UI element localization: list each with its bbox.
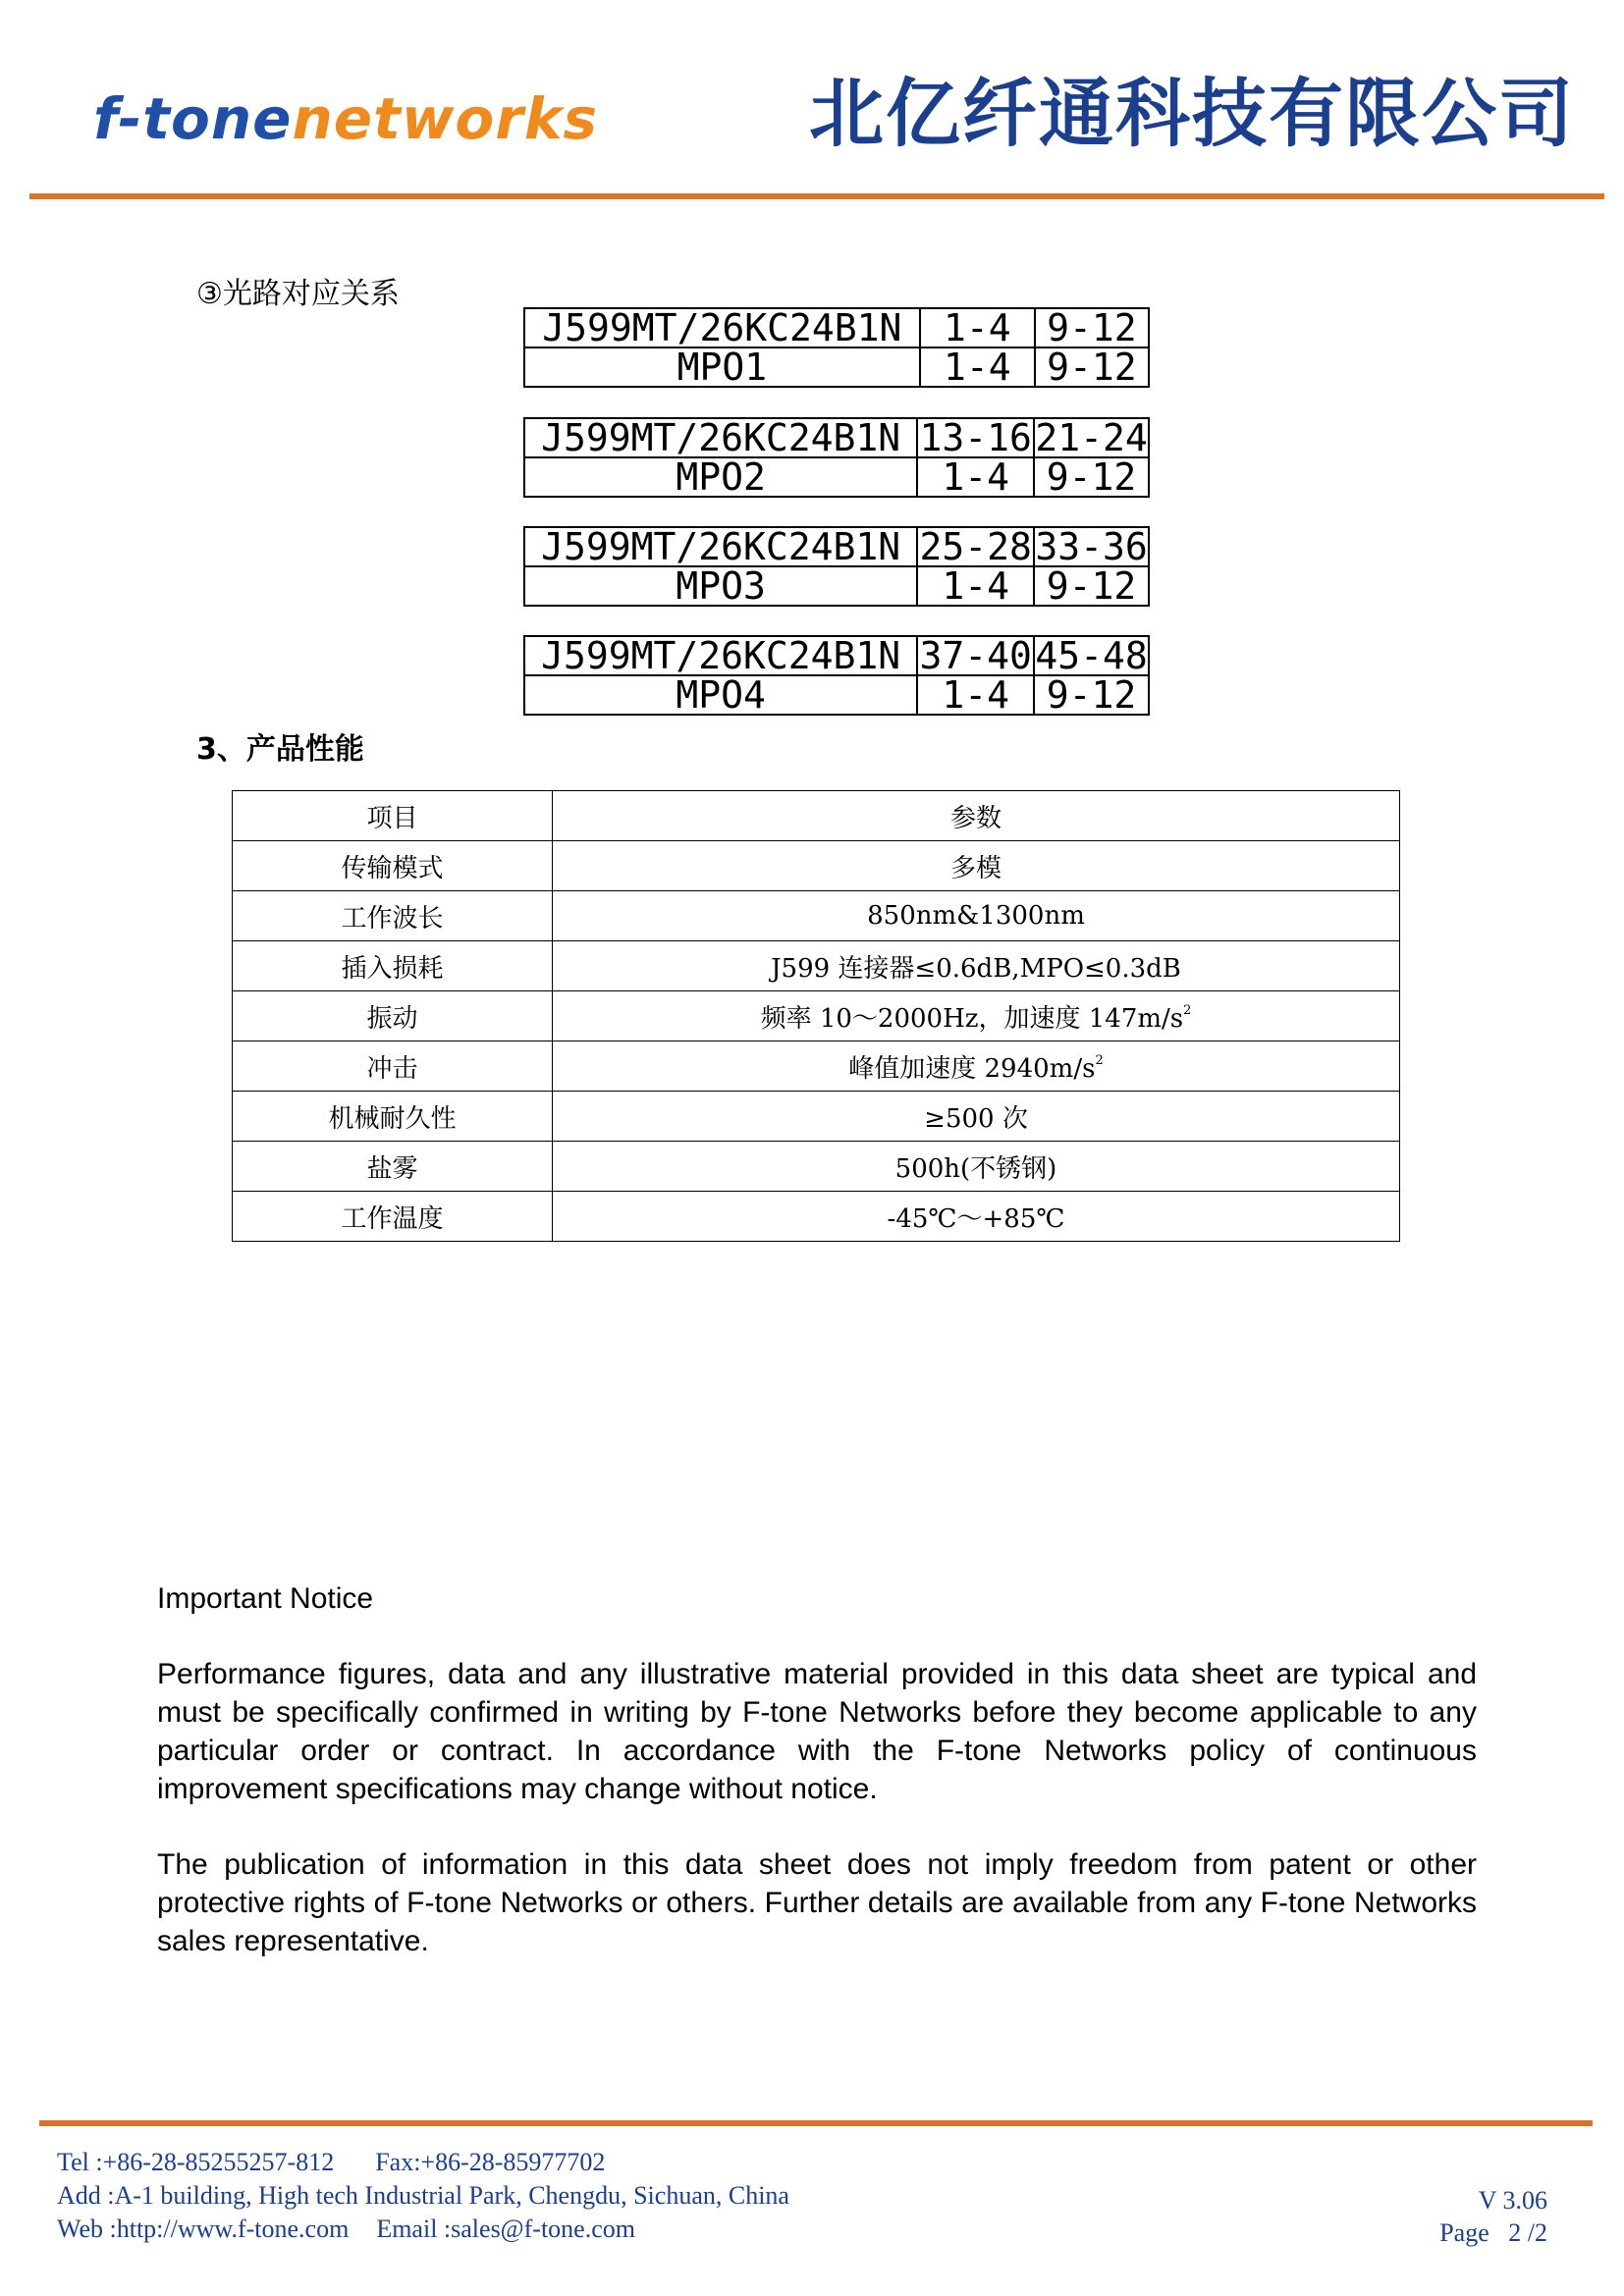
mapping-mpo-b: 9-12: [1034, 675, 1149, 715]
mapping-block-3: [523, 526, 1150, 607]
mapping-mpo-a: 1-4: [917, 675, 1034, 715]
mapping-mpo-b: 9-12: [1034, 457, 1149, 497]
row-param-cell: [553, 991, 1400, 1041]
notice-title: Important Notice: [157, 1582, 374, 1615]
mapping-range-b: 21-24: [1035, 416, 1148, 459]
row-param: 多模: [553, 841, 1400, 891]
table-row: [233, 1041, 1400, 1092]
company-logo: [93, 85, 598, 152]
mapping-row-model: [524, 527, 1149, 566]
mapping-mpo-b: 9-12: [1034, 566, 1149, 606]
table-row: [233, 841, 1400, 891]
mapping-range-a: 13-16: [917, 418, 1034, 457]
row-item: 插入损耗: [233, 941, 553, 991]
footer-page-label: Page: [1439, 2218, 1489, 2247]
footer-fax: Fax:+86-28-85977702: [375, 2148, 606, 2176]
mapping-range-a: 1-4: [920, 308, 1035, 347]
mapping-model: J599MT/26KC24B1N: [524, 308, 920, 347]
table-row: [233, 941, 1400, 991]
superscript: 2: [1095, 1052, 1104, 1068]
footer-web-line: [57, 2213, 635, 2246]
mapping-block-1: [523, 307, 1150, 388]
notice-paragraph-2: The publication of information in this data sheet does not imply freedom from patent or other protective rights of F-tone Networks or others. Further details are available from any F-tone Networks sales representative.: [157, 1848, 1477, 1957]
mapping-block-4: [523, 635, 1150, 716]
row-item: 冲击: [233, 1041, 553, 1092]
row-param: 峰值加速度 2940m/s: [848, 1053, 1096, 1084]
mapping-range-a: 37-40: [917, 636, 1034, 675]
footer-web: Web :http://www.f-tone.com: [57, 2215, 350, 2243]
row-param: 频率 10～2000Hz，加速度 147m/s: [760, 1003, 1184, 1034]
row-param: -45℃～+85℃: [553, 1192, 1400, 1242]
mapping-row-model: [524, 308, 1149, 347]
row-param-cell: [553, 1041, 1400, 1092]
section-title-performance: 3、产品性能: [196, 732, 364, 767]
mapping-row-mpo: [524, 675, 1149, 715]
notice-paragraph-1: Performance figures, data and any illustrative material provided in this data sheet are typical and must be specifically confirmed in writing by F-tone Networks before they become applicable to any particular order or contract. In accordance with the F-tone Networks policy of continuous improvement specifications may change without notice.: [157, 1658, 1477, 1805]
row-param: 500h(不锈钢): [553, 1142, 1400, 1192]
row-item: 机械耐久性: [233, 1092, 553, 1142]
table-row: [233, 1092, 1400, 1142]
footer-page-value: 2 /2: [1508, 2218, 1547, 2247]
footer-divider: [39, 2120, 1593, 2126]
mapping-range-b: 9-12: [1035, 308, 1149, 347]
table-row: [233, 1142, 1400, 1192]
performance-table: [232, 790, 1400, 1242]
footer-tel: Tel :+86-28-85255257-812: [57, 2148, 335, 2176]
row-item: 工作波长: [233, 891, 553, 941]
row-param: J599 连接器≤0.6dB,MPO≤0.3dB: [553, 941, 1400, 991]
mapping-mpo: MPO2: [524, 457, 917, 497]
footer-contact-line: [57, 2146, 605, 2179]
mapping-mpo-b: 9-12: [1035, 347, 1149, 387]
mapping-mpo-a: 1-4: [917, 566, 1034, 606]
mapping-mpo-a: 1-4: [917, 457, 1034, 497]
footer-page: [1439, 2216, 1547, 2250]
mapping-range-b: 45-48: [1035, 634, 1148, 677]
table-row: [233, 891, 1400, 941]
table-header-row: [233, 791, 1400, 841]
logo-text-ftone: f-tone: [93, 85, 293, 152]
mapping-mpo: MPO4: [524, 675, 917, 715]
section-title-mapping: ③光路对应关系: [196, 277, 400, 311]
mapping-row-mpo: [524, 347, 1149, 387]
logo-text-networks: networks: [292, 85, 598, 152]
mapping-model: J599MT/26KC24B1N: [524, 636, 917, 675]
mapping-model: J599MT/26KC24B1N: [524, 418, 917, 457]
mapping-mpo: MPO3: [524, 566, 917, 606]
row-item: 传输模式: [233, 841, 553, 891]
row-item: 盐雾: [233, 1142, 553, 1192]
row-param: ≥500 次: [553, 1092, 1400, 1142]
superscript: 2: [1183, 1002, 1192, 1018]
header-divider: [29, 193, 1604, 199]
mapping-model: J599MT/26KC24B1N: [524, 527, 917, 566]
table-row: [233, 1192, 1400, 1242]
header-item: 项目: [233, 791, 553, 841]
mapping-row-model: [524, 636, 1149, 675]
table-row: [233, 991, 1400, 1041]
company-name: 北亿纤通科技有限公司: [809, 70, 1575, 157]
mapping-mpo-a: 1-4: [920, 347, 1035, 387]
mapping-range-b: 33-36: [1035, 525, 1148, 568]
footer-email: Email :sales@f-tone.com: [376, 2215, 635, 2243]
mapping-range-a: 25-28: [917, 527, 1034, 566]
footer-address: Add :A-1 building, High tech Industrial Park, Chengdu, Sichuan, China: [57, 2181, 789, 2210]
mapping-block-2: [523, 417, 1150, 498]
mapping-row-mpo: [524, 566, 1149, 606]
header-param: 参数: [553, 791, 1400, 841]
row-item: 工作温度: [233, 1192, 553, 1242]
row-item: 振动: [233, 991, 553, 1041]
mapping-row-mpo: [524, 457, 1149, 497]
footer-version: V 3.06: [1478, 2186, 1547, 2215]
mapping-mpo: MPO1: [524, 347, 920, 387]
row-param: 850nm&1300nm: [553, 891, 1400, 941]
mapping-row-model: [524, 418, 1149, 457]
